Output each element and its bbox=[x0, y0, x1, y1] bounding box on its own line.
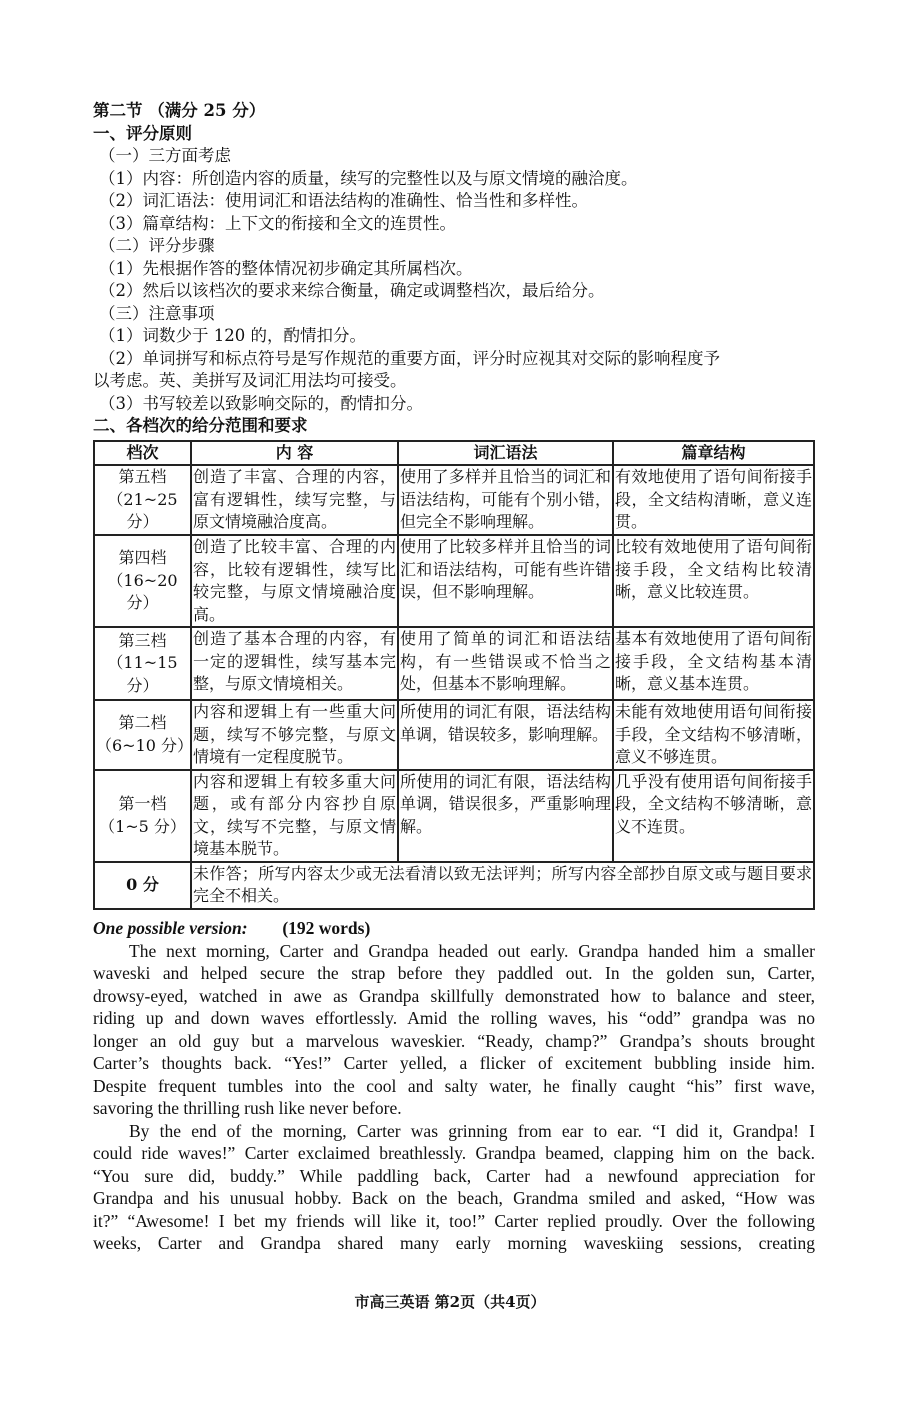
principle-line: （2）然后以该档次的要求来综合衡量，确定或调整档次，最后给分。 bbox=[99, 281, 605, 300]
essay-line: longer an old guy but a marvelous waveskier. “Ready, champ?” Grandpa’s shouts brought bbox=[93, 1030, 815, 1051]
essay-line: “You sure did, buddy.” While paddling back, Carter had a newfound appreciation for bbox=[93, 1165, 815, 1186]
table-row-zero bbox=[94, 862, 814, 909]
table-row bbox=[94, 770, 814, 862]
essay-line: Despite frequent tumbles into the cool and salty water, he finally caught “his” first wave, bbox=[93, 1075, 815, 1096]
table-heading: 二、各档次的给分范围和要求 bbox=[93, 416, 308, 435]
content-cell: 内容和逻辑上有一些重大问题，续写不够完整，与原文情境有一定程度脱节。 bbox=[191, 700, 398, 770]
content-cell: 创造了比较丰富、合理的内容，比较有逻辑性，续写比较完整，与原文情境融洽度高。 bbox=[191, 535, 398, 627]
essay-line: Carter’s thoughts back. “Yes!” Carter yelled, a flicker of excitement bubbling inside him. bbox=[93, 1053, 815, 1073]
level-range: （1~5 分） bbox=[99, 816, 186, 836]
level-cell bbox=[94, 465, 191, 535]
page-footer: 市高三英语 第2页（共4页） bbox=[354, 1293, 546, 1311]
level-name: 第二档 bbox=[118, 713, 167, 733]
principle-line: （3）篇章结构：上下文的衔接和全文的连贯性。 bbox=[99, 213, 456, 233]
essay-line: weeks, Carter and Grandpa shared many early morning waveskiing sessions, creating bbox=[93, 1233, 815, 1253]
section-title: 第二节 （满分 25 分） bbox=[93, 101, 266, 120]
level-cell bbox=[94, 627, 191, 700]
level-name: 第一档 bbox=[118, 794, 167, 813]
principle-line: （一）三方面考虑 bbox=[99, 146, 231, 165]
level-cell bbox=[94, 535, 191, 627]
table-row bbox=[94, 465, 814, 535]
principles-heading: 一、评分原则 bbox=[93, 123, 192, 143]
principle-line: （1）内容：所创造内容的质量，续写的完整性以及与原文情境的融洽度。 bbox=[99, 168, 638, 188]
header-structure: 篇章结构 bbox=[613, 441, 814, 466]
essay-line: riding up and down waves effortlessly. Amid the rolling waves, his “odd” grandpa was no bbox=[93, 1008, 815, 1028]
level-cell bbox=[94, 700, 194, 770]
principle-line: （1）先根据作答的整体情况初步确定其所属档次。 bbox=[99, 258, 473, 278]
structure-cell: 未能有效地使用语句间衔接手段，全文结构不够清晰，意义不够连贯。 bbox=[613, 700, 814, 770]
structure-cell: 比较有效地使用了语句间衔接手段，全文结构比较清晰，意义比较连贯。 bbox=[613, 535, 814, 627]
essay-line: could ride waves!” Carter exclaimed breathlessly. Grandpa beamed, clapping him on the back. bbox=[93, 1143, 815, 1163]
grammar-cell: 所使用的词汇有限，语法结构单调，错误较多，影响理解。 bbox=[398, 700, 613, 770]
header-level: 档次 bbox=[94, 441, 191, 466]
essay-line: The next morning, Carter and Grandpa headed out early. Grandpa handed him a smaller bbox=[129, 940, 815, 961]
essay-line: savoring the thrilling rush like never before. bbox=[93, 1098, 402, 1118]
header-content: 内 容 bbox=[191, 441, 398, 466]
structure-cell: 有效地使用了语句间衔接手段，全文结构清晰，意义连贯。 bbox=[613, 465, 814, 535]
principle-line: 以考虑。英、美拼写及词汇用法均可接受。 bbox=[93, 371, 407, 390]
principle-line: （1）词数少于 120 的，酌情扣分。 bbox=[99, 326, 366, 345]
grammar-cell: 使用了多样并且恰当的词汇和语法结构，可能有个别小错，但完全不影响理解。 bbox=[398, 465, 613, 535]
content-cell: 内容和逻辑上有较多重大问题，或有部分内容抄自原文，续写不完整，与原文情境基本脱节。 bbox=[191, 770, 398, 862]
structure-cell: 几乎没有使用语句间衔接手段，全文结构不够清晰，意义不连贯。 bbox=[613, 770, 814, 862]
principles-list bbox=[93, 145, 815, 415]
essay-line: By the end of the morning, Carter was grinning from ear to ear. “I did it, Grandpa! I bbox=[129, 1120, 815, 1141]
scoring-table bbox=[93, 440, 815, 910]
content-cell: 创造了基本合理的内容，有一定的逻辑性，续写基本完整，与原文情境相关。 bbox=[191, 627, 398, 700]
zero-description-cell: 未作答；所写内容太少或无法看清以致无法评判；所写内容全部抄自原文或与题目要求完全不相关。 bbox=[191, 862, 814, 909]
level-cell bbox=[94, 770, 191, 862]
level-range: （21~25 分） bbox=[107, 489, 178, 532]
content-cell: 创造了丰富、合理的内容，富有逻辑性，续写完整，与原文情境融洽度高。 bbox=[191, 465, 398, 535]
principle-line: （二）评分步骤 bbox=[99, 236, 215, 255]
level-range: （11~15 分） bbox=[107, 653, 178, 695]
table-row bbox=[94, 700, 814, 770]
level-range: （6~10 分） bbox=[96, 735, 194, 755]
grammar-cell: 使用了比较多样并且恰当的词汇和语法结构，可能有些许错误，但不影响理解。 bbox=[398, 535, 613, 627]
essay-line: waveski and helped secure the strap before they paddled out. In the golden sun, Carter, bbox=[93, 963, 815, 983]
principle-line: （2）单词拼写和标点符号是写作规范的重要方面，评分时应视其对交际的影响程度予 bbox=[99, 348, 720, 368]
level-range: （16~20 分） bbox=[107, 570, 178, 613]
principle-line: （2）词汇语法：使用词汇和语法结构的准确性、恰当性和多样性。 bbox=[99, 191, 588, 210]
table-row bbox=[94, 535, 814, 627]
answer-key-page bbox=[93, 100, 815, 1255]
principle-line: （三）注意事项 bbox=[99, 303, 215, 323]
principle-line: （3）书写较差以致影响交际的，酌情扣分。 bbox=[99, 393, 423, 413]
essay-line: it?” “Awesome! I bet my friends will like it, too!” Carter replied proudly. Over the following bbox=[93, 1210, 815, 1231]
sample-essay bbox=[93, 940, 815, 1255]
essay-line: Grandpa and his unusual hobby. Back on the beach, Grandma smiled and asked, “How was bbox=[93, 1188, 815, 1208]
level-name: 第四档 bbox=[118, 548, 167, 568]
version-label: One possible version: bbox=[93, 917, 248, 938]
table-header-row bbox=[94, 441, 814, 466]
table-row bbox=[94, 627, 814, 700]
level-cell: 0 分 bbox=[94, 862, 191, 909]
level-name: 第五档 bbox=[118, 467, 167, 487]
grammar-cell: 所使用的词汇有限，语法结构单调，错误很多，严重影响理解。 bbox=[398, 770, 613, 862]
grammar-cell: 使用了简单的词汇和语法结构，有一些错误或不恰当之处，但基本不影响理解。 bbox=[398, 627, 613, 700]
level-name: 第三档 bbox=[118, 630, 167, 650]
word-count: (192 words) bbox=[282, 917, 371, 938]
version-heading bbox=[93, 916, 815, 940]
header-grammar: 词汇语法 bbox=[398, 441, 613, 466]
essay-line: drowsy-eyed, watched in awe as Grandpa skillfully demonstrated how to balance and steer, bbox=[93, 985, 815, 1006]
structure-cell: 基本有效地使用了语句间衔接手段，全文结构基本清晰，意义基本连贯。 bbox=[613, 627, 814, 700]
